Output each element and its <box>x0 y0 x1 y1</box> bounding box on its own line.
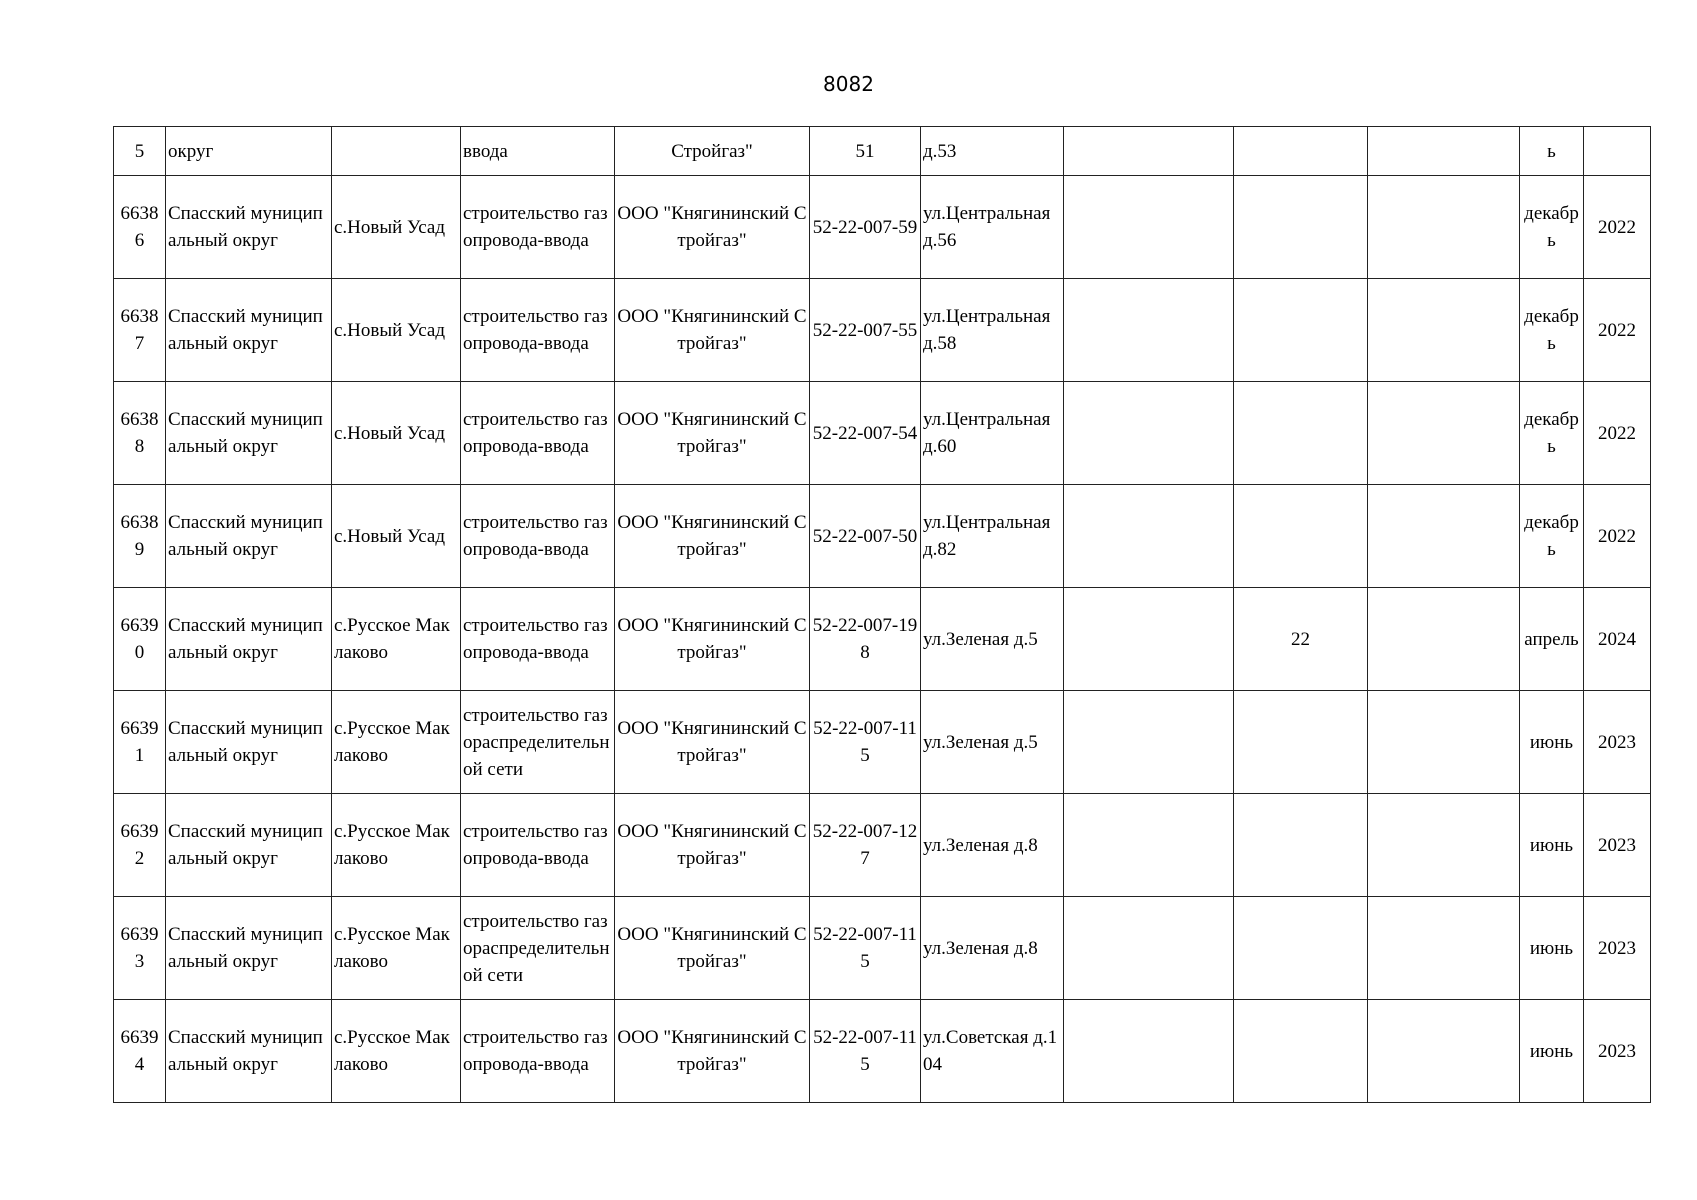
month-cell: июнь <box>1520 691 1584 794</box>
row-number-cell: 66389 <box>114 485 166 588</box>
extra-cell-2 <box>1234 382 1368 485</box>
district-cell: Спасский муниципальный округ <box>166 1000 332 1103</box>
work-type-cell: ввода <box>461 127 615 176</box>
table-row <box>114 588 1651 691</box>
row-number-cell: 66387 <box>114 279 166 382</box>
work-type-cell: строительство газопровода-ввода <box>461 1000 615 1103</box>
year-cell: 2022 <box>1584 382 1651 485</box>
month-cell: декабрь <box>1520 382 1584 485</box>
extra-cell-2 <box>1234 897 1368 1000</box>
work-type-cell: строительство газораспределительной сети <box>461 691 615 794</box>
address-cell: ул.Центральная д.56 <box>921 176 1064 279</box>
extra-cell-1 <box>1064 279 1234 382</box>
district-cell: Спасский муниципальный округ <box>166 485 332 588</box>
district-cell: Спасский муниципальный округ <box>166 176 332 279</box>
work-type-cell: строительство газопровода-ввода <box>461 794 615 897</box>
extra-cell-2 <box>1234 1000 1368 1103</box>
locality-cell: с.Русское Маклаково <box>332 897 461 1000</box>
extra-cell-3 <box>1368 691 1520 794</box>
extra-cell-1 <box>1064 794 1234 897</box>
address-cell: д.53 <box>921 127 1064 176</box>
district-cell: Спасский муниципальный округ <box>166 794 332 897</box>
table-row <box>114 382 1651 485</box>
extra-cell-2 <box>1234 794 1368 897</box>
locality-cell: с.Новый Усад <box>332 382 461 485</box>
work-type-cell: строительство газопровода-ввода <box>461 588 615 691</box>
work-type-cell: строительство газопровода-ввода <box>461 176 615 279</box>
district-cell: Спасский муниципальный округ <box>166 588 332 691</box>
extra-cell-3 <box>1368 176 1520 279</box>
locality-cell: с.Русское Маклаково <box>332 691 461 794</box>
row-number-cell: 66390 <box>114 588 166 691</box>
district-cell: Спасский муниципальный округ <box>166 897 332 1000</box>
extra-cell-1 <box>1064 1000 1234 1103</box>
table-row <box>114 127 1651 176</box>
address-cell: ул.Зеленая д.5 <box>921 588 1064 691</box>
extra-cell-2 <box>1234 127 1368 176</box>
table-row <box>114 1000 1651 1103</box>
month-cell: июнь <box>1520 1000 1584 1103</box>
table-row <box>114 897 1651 1000</box>
locality-cell: с.Новый Усад <box>332 279 461 382</box>
table-row <box>114 485 1651 588</box>
contractor-cell: ООО "Княгининский Стройгаз" <box>615 382 810 485</box>
extra-cell-1 <box>1064 897 1234 1000</box>
year-cell <box>1584 127 1651 176</box>
cadastral-number-cell: 52-22-007-54 <box>810 382 921 485</box>
year-cell: 2022 <box>1584 279 1651 382</box>
extra-cell-3 <box>1368 794 1520 897</box>
extra-cell-3 <box>1368 897 1520 1000</box>
table-row <box>114 794 1651 897</box>
locality-cell: с.Русское Маклаково <box>332 1000 461 1103</box>
cadastral-number-cell: 52-22-007-127 <box>810 794 921 897</box>
year-cell: 2023 <box>1584 691 1651 794</box>
month-cell: июнь <box>1520 897 1584 1000</box>
cadastral-number-cell: 52-22-007-115 <box>810 897 921 1000</box>
work-type-cell: строительство газопровода-ввода <box>461 279 615 382</box>
extra-cell-1 <box>1064 176 1234 279</box>
locality-cell: с.Новый Усад <box>332 485 461 588</box>
extra-cell-3 <box>1368 279 1520 382</box>
year-cell: 2024 <box>1584 588 1651 691</box>
row-number-cell: 66392 <box>114 794 166 897</box>
address-cell: ул.Центральная д.60 <box>921 382 1064 485</box>
year-cell: 2023 <box>1584 897 1651 1000</box>
row-number-cell: 66386 <box>114 176 166 279</box>
extra-cell-1 <box>1064 588 1234 691</box>
cadastral-number-cell: 52-22-007-198 <box>810 588 921 691</box>
extra-cell-1 <box>1064 127 1234 176</box>
contractor-cell: Стройгаз" <box>615 127 810 176</box>
work-type-cell: строительство газопровода-ввода <box>461 382 615 485</box>
month-cell: апрель <box>1520 588 1584 691</box>
district-cell: Спасский муниципальный округ <box>166 382 332 485</box>
extra-cell-2: 22 <box>1234 588 1368 691</box>
row-number-cell: 66393 <box>114 897 166 1000</box>
contractor-cell: ООО "Княгининский Стройгаз" <box>615 691 810 794</box>
work-type-cell: строительство газопровода-ввода <box>461 485 615 588</box>
month-cell: ь <box>1520 127 1584 176</box>
address-cell: ул.Центральная д.58 <box>921 279 1064 382</box>
district-cell: Спасский муниципальный округ <box>166 279 332 382</box>
table-row <box>114 176 1651 279</box>
extra-cell-2 <box>1234 176 1368 279</box>
cadastral-number-cell: 52-22-007-59 <box>810 176 921 279</box>
cadastral-number-cell: 51 <box>810 127 921 176</box>
locality-cell: с.Новый Усад <box>332 176 461 279</box>
locality-cell: с.Русское Маклаково <box>332 794 461 897</box>
address-cell: ул.Советская д.104 <box>921 1000 1064 1103</box>
table-row <box>114 279 1651 382</box>
table-row <box>114 691 1651 794</box>
extra-cell-1 <box>1064 485 1234 588</box>
extra-cell-1 <box>1064 691 1234 794</box>
data-table <box>113 126 1651 1103</box>
year-cell: 2022 <box>1584 176 1651 279</box>
extra-cell-3 <box>1368 1000 1520 1103</box>
extra-cell-3 <box>1368 588 1520 691</box>
contractor-cell: ООО "Княгининский Стройгаз" <box>615 588 810 691</box>
year-cell: 2023 <box>1584 1000 1651 1103</box>
cadastral-number-cell: 52-22-007-115 <box>810 1000 921 1103</box>
month-cell: декабрь <box>1520 485 1584 588</box>
extra-cell-2 <box>1234 485 1368 588</box>
district-cell: округ <box>166 127 332 176</box>
extra-cell-3 <box>1368 127 1520 176</box>
row-number-cell: 66388 <box>114 382 166 485</box>
year-cell: 2023 <box>1584 794 1651 897</box>
extra-cell-3 <box>1368 485 1520 588</box>
row-number-cell: 66391 <box>114 691 166 794</box>
page-number: 8082 <box>823 72 874 96</box>
month-cell: декабрь <box>1520 176 1584 279</box>
address-cell: ул.Зеленая д.8 <box>921 897 1064 1000</box>
locality-cell: с.Русское Маклаково <box>332 588 461 691</box>
extra-cell-2 <box>1234 691 1368 794</box>
contractor-cell: ООО "Княгининский Стройгаз" <box>615 1000 810 1103</box>
cadastral-number-cell: 52-22-007-115 <box>810 691 921 794</box>
extra-cell-3 <box>1368 382 1520 485</box>
row-number-cell: 5 <box>114 127 166 176</box>
work-type-cell: строительство газораспределительной сети <box>461 897 615 1000</box>
cadastral-number-cell: 52-22-007-55 <box>810 279 921 382</box>
contractor-cell: ООО "Княгининский Стройгаз" <box>615 485 810 588</box>
table-body <box>114 127 1651 1103</box>
month-cell: декабрь <box>1520 279 1584 382</box>
contractor-cell: ООО "Княгининский Стройгаз" <box>615 794 810 897</box>
address-cell: ул.Зеленая д.8 <box>921 794 1064 897</box>
district-cell: Спасский муниципальный округ <box>166 691 332 794</box>
year-cell: 2022 <box>1584 485 1651 588</box>
extra-cell-1 <box>1064 382 1234 485</box>
extra-cell-2 <box>1234 279 1368 382</box>
address-cell: ул.Зеленая д.5 <box>921 691 1064 794</box>
month-cell: июнь <box>1520 794 1584 897</box>
address-cell: ул.Центральная д.82 <box>921 485 1064 588</box>
contractor-cell: ООО "Княгининский Стройгаз" <box>615 897 810 1000</box>
contractor-cell: ООО "Княгининский Стройгаз" <box>615 176 810 279</box>
row-number-cell: 66394 <box>114 1000 166 1103</box>
cadastral-number-cell: 52-22-007-50 <box>810 485 921 588</box>
locality-cell <box>332 127 461 176</box>
contractor-cell: ООО "Княгининский Стройгаз" <box>615 279 810 382</box>
